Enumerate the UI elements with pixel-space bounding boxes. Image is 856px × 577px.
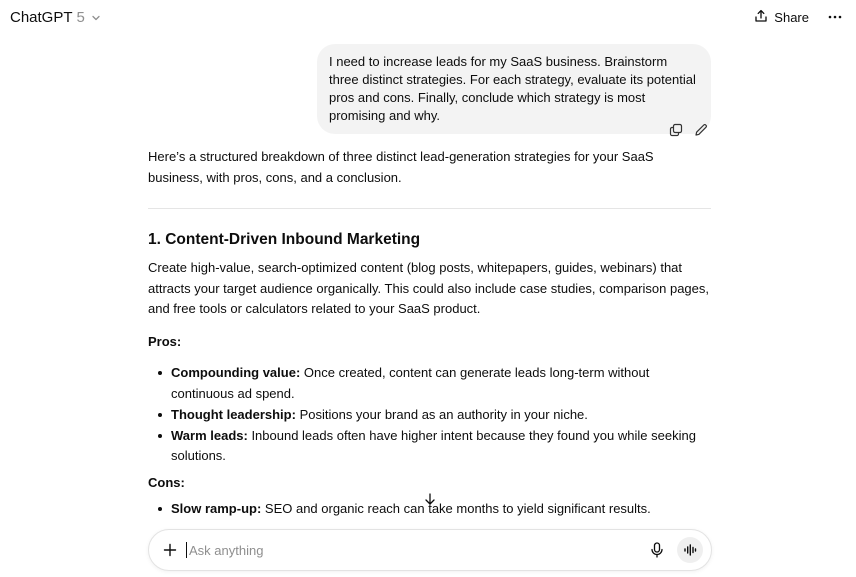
edit-pencil-icon[interactable] [694,123,708,137]
list-item [148,426,711,467]
list-item-term: Compounding value: [171,365,301,380]
header-actions [754,9,846,26]
list-item-text: Positions your brand as an authority in your niche. [295,406,588,422]
attach-button[interactable] [161,541,179,559]
scroll-to-bottom-button[interactable] [420,489,440,509]
model-name: ChatGPT [10,8,73,26]
strategy-heading: 1. Content-Driven Inbound Marketing [148,231,421,248]
list-item-term: Warm leads: [171,427,248,443]
dictate-button[interactable] [649,542,665,558]
list-item-text: Inbound leads often have higher intent because they found you while seeking solutions. [171,427,696,463]
user-message-actions [669,123,708,137]
plus-icon [163,543,177,557]
arrow-down-icon [423,492,437,506]
microphone-icon [650,542,664,558]
pros-list [148,363,711,467]
list-item-text: Once created, content can generate leads long-term without continuous ad spend. [171,365,650,401]
model-version: 5 [76,8,85,26]
share-button[interactable] [754,9,809,26]
ask-input[interactable] [186,542,649,558]
voice-waveform-icon [683,543,697,557]
assistant-intro: Here’s a structured breakdown of three distinct lead-generation strategies for your SaaS business, with pros, cons, and a conclusion. [148,149,654,185]
user-message-bubble [317,44,711,134]
share-label: Share [774,9,809,25]
section-divider [148,208,711,209]
list-item-text: SEO and organic reach can take months to yield significant results. [261,501,651,516]
chevron-down-icon [90,11,102,23]
more-horizontal-icon [827,9,843,25]
copy-icon[interactable] [669,123,683,137]
list-item [148,363,711,404]
message-composer [148,529,712,571]
pros-label: Pros: [148,333,182,349]
cons-label: Cons: [148,474,185,490]
voice-mode-button[interactable] [677,537,703,563]
list-item [148,405,711,426]
model-selector[interactable] [10,9,102,26]
top-bar [0,0,856,34]
strategy-description: Create high-value, search-optimized content (blog posts, whitepapers, guides, webinars) that attracts your target audience organically. This could also include case studies, comparison pages, and free tools or calculators related to your SaaS product. [148,260,709,316]
more-options-button[interactable] [827,9,843,25]
share-icon [754,9,768,26]
list-item-term: Slow ramp-up: [171,501,262,516]
user-message-text: I need to increase leads for my SaaS business. Brainstorm three distinct strategies. For each strategy, evaluate its potential pros and cons. Finally, conclude which strategy is most promising and why. [329,54,696,123]
list-item-term: Thought leadership: [171,406,296,422]
